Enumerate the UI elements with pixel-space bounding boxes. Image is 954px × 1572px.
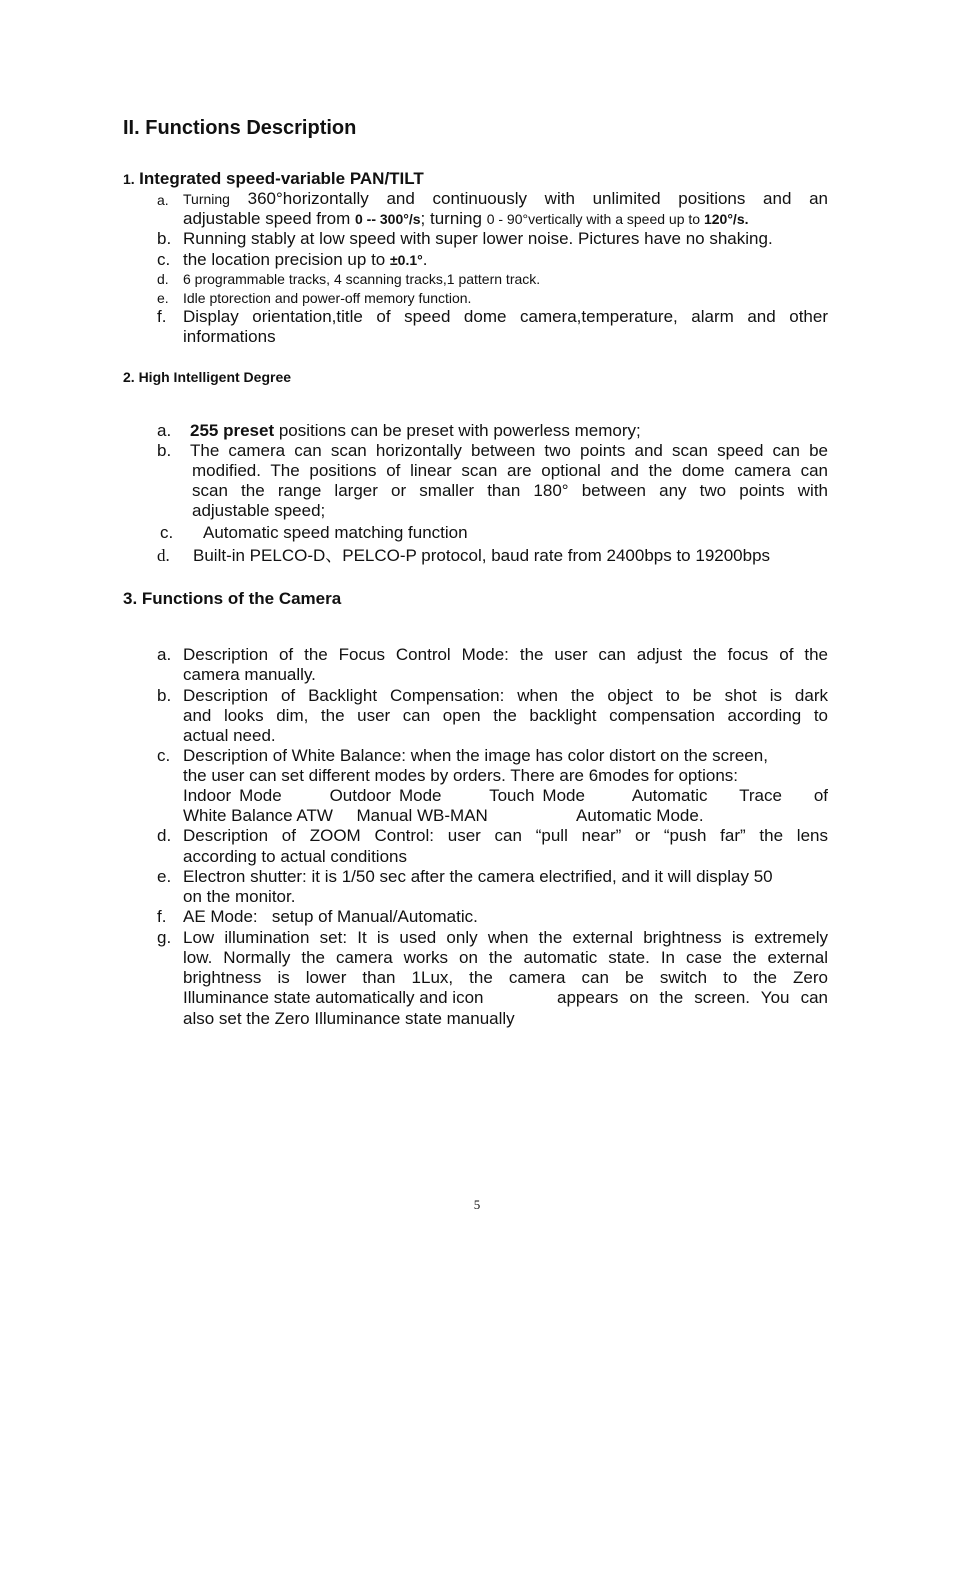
s2-b-line-3: scan the range larger or smaller than 180° between any two points with (192, 481, 828, 500)
s3-g-line-3: brightness is lower than 1Lux, the camera can be switch to the Zero (183, 968, 828, 987)
s3-b-line-2: and looks dim, the user can open the backlight compensation according to (183, 706, 828, 725)
s3-f-marker: f. (157, 907, 167, 926)
s2-a-text: positions can be preset with powerless memory; (274, 421, 641, 440)
s3-c-line-3: Indoor Mode Outdoor Mode Touch Mode Automatic Trace of (183, 786, 828, 805)
s1-a-line-2 (183, 209, 749, 229)
s1-d-marker: d. (157, 271, 169, 287)
s2-d-text: Built-in PELCO-D、PELCO-P protocol, baud rate from 2400bps to 19200bps (193, 546, 771, 565)
s1-f-marker: f. (157, 307, 167, 326)
s3-e-line-2: on the monitor. (183, 887, 296, 906)
s3-g-line-2: low. Normally the camera works on the automatic state. In case the external (183, 948, 828, 967)
s1-a-line-1 (183, 189, 828, 209)
s2-c-text: Automatic speed matching function (203, 523, 468, 542)
s3-g-line-4a: Illuminance state automatically and icon (183, 988, 484, 1007)
s1-c-precision: ±0.1° (389, 252, 423, 268)
s2-c-marker: c. (160, 523, 174, 542)
s1-c-period: . (422, 250, 428, 269)
s3-e-marker: e. (157, 867, 172, 886)
s3-g-marker: g. (157, 928, 172, 947)
section-1-heading (123, 169, 424, 189)
s1-a-turning: Turning (183, 191, 230, 207)
s3-c-line-1: Description of White Balance: when the image has color distort on the screen, (183, 746, 768, 765)
s1-a-turning-2: ; turning (420, 209, 487, 228)
s3-g-line-4b: appears on the screen. You can (557, 988, 828, 1007)
s3-d-line-2: according to actual conditions (183, 847, 407, 866)
s1-a-speed-range: 0 -- 300°/s (355, 211, 421, 227)
section-3-heading: 3. Functions of the Camera (123, 589, 342, 608)
s1-c-text: the location precision up to (183, 250, 390, 269)
s3-e-line-1: Electron shutter: it is 1/50 sec after the camera electrified, and it will display 50 (183, 867, 773, 886)
section-1-title: Integrated speed-variable PAN/TILT (139, 169, 424, 188)
section-1-number: 1. (123, 171, 135, 187)
page-title: II. Functions Description (123, 117, 357, 139)
s2-b-line-1: The camera can scan horizontally between two points and scan speed can be (190, 441, 828, 460)
s2-a-preset-count: 255 preset (190, 421, 275, 440)
s3-f-line-1: AE Mode: setup of Manual/Automatic. (183, 907, 478, 926)
s3-d-line-1: Description of ZOOM Control: user can “pull near” or “push far” the lens (183, 826, 828, 845)
s2-d-marker: d. (157, 546, 170, 565)
s1-e-marker: e. (157, 290, 169, 306)
s3-b-line-3: actual need. (183, 726, 276, 745)
s1-a-marker: a. (157, 192, 169, 208)
s2-a-marker: a. (157, 421, 172, 440)
s1-b-marker: b. (157, 229, 172, 248)
s2-a-line (190, 421, 641, 441)
s1-c-marker: c. (157, 250, 171, 269)
s3-d-marker: d. (157, 826, 172, 845)
s2-b-line-2: modified. The positions of linear scan are optional and the dome camera can (192, 461, 828, 480)
s3-a-line-1: Description of the Focus Control Mode: the user can adjust the focus of the (183, 645, 828, 664)
s3-c-line-2: the user can set different modes by orders. There are 6modes for options: (183, 766, 739, 785)
s3-g-line-1: Low illumination set: It is used only when the external brightness is extremely (183, 928, 828, 947)
s1-a-speed-label: adjustable speed from (183, 209, 355, 228)
s2-b-line-4: adjustable speed; (192, 501, 326, 520)
s1-f-line-1: Display orientation,title of speed dome camera,temperature, alarm and other (183, 307, 828, 326)
s3-b-line-1: Description of Backlight Compensation: when the object to be shot is dark (183, 686, 828, 705)
s3-b-marker: b. (157, 686, 172, 705)
s1-a-vertical: 0 - 90°vertically with a speed up to (486, 211, 704, 227)
s1-e-text: Idle ptorection and power-off memory function. (183, 290, 472, 306)
s1-f-line-2: informations (183, 327, 276, 346)
s1-c-line (183, 250, 427, 270)
s3-a-line-2: camera manually. (183, 665, 316, 684)
s1-b-text: Running stably at low speed with super lower noise. Pictures have no shaking. (183, 229, 773, 248)
s3-c-line-4: White Balance ATW Manual WB-MAN (183, 806, 488, 825)
s1-a-text: 360°horizontally and continuously with unlimited positions and an (229, 189, 828, 208)
s1-a-max-speed: 120°/s. (703, 211, 749, 227)
s3-c-marker: c. (157, 746, 171, 765)
section-2-heading: 2. High Intelligent Degree (123, 369, 292, 385)
s3-c-line-4b: Automatic Mode. (576, 806, 704, 825)
page-number: 5 (473, 1197, 481, 1212)
s3-g-line-5: also set the Zero Illuminance state manually (183, 1009, 515, 1028)
s2-b-marker: b. (157, 441, 172, 460)
s3-a-marker: a. (157, 645, 172, 664)
s1-d-text: 6 programmable tracks, 4 scanning tracks,1 pattern track. (183, 271, 541, 287)
